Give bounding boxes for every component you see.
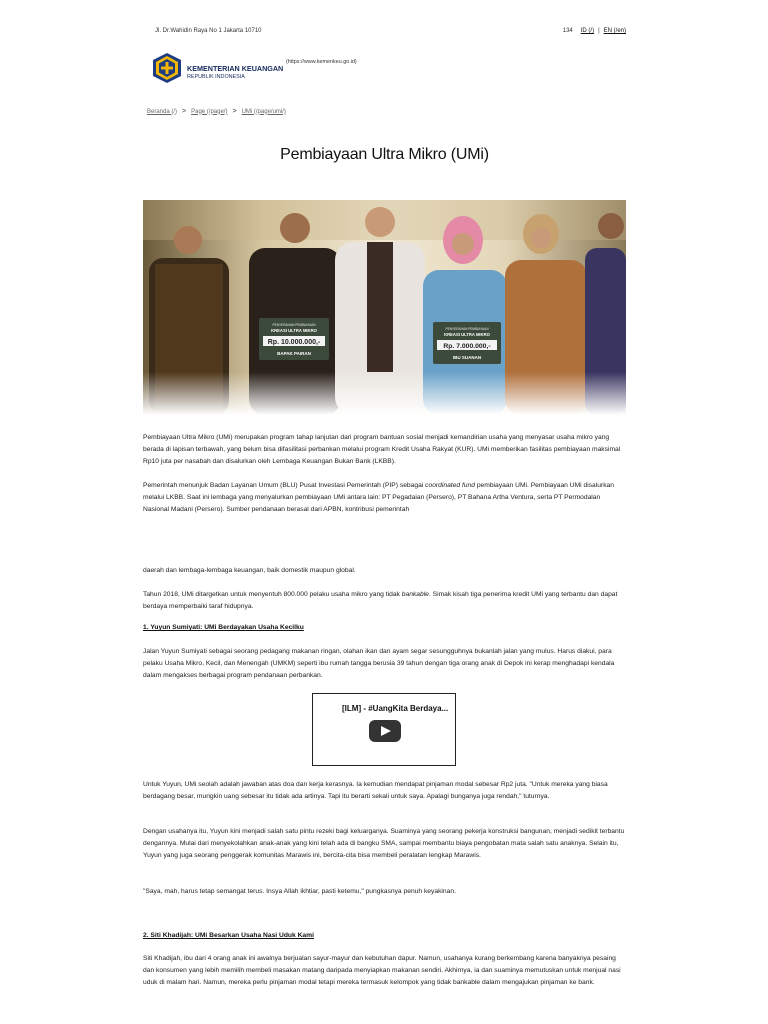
breadcrumb: [147, 108, 286, 115]
video-title: [ILM] - #UangKita Berdaya...: [342, 704, 449, 713]
logo-ministry-name: KEMENTERIAN KEUANGAN: [187, 64, 284, 73]
paragraph-target-a: Tahun 2018, UMi ditargetkan untuk menyentuh 800.000 pelaku usaha mikro yang tidak: [143, 591, 402, 598]
paragraph-pip-em: coordinated fund: [425, 482, 475, 489]
logo-url[interactable]: (https://www.kemenkeu.go.id): [286, 59, 357, 65]
breadcrumb-page[interactable]: Page (/page/): [191, 108, 228, 115]
paragraph-target-b: . Simak kisah tiga penerima kredit UMi yang terbantu dan dapat berdaya memperbaiki taraf hidupnya.: [143, 591, 618, 610]
article-photo: [143, 200, 626, 415]
breadcrumb-home[interactable]: Beranda (/): [147, 108, 178, 115]
breadcrumb-separator: >: [182, 108, 187, 115]
breadcrumb-separator: >: [232, 108, 237, 115]
logo-republic: REPUBLIK INDONESIA: [187, 74, 245, 80]
address-text: Jl. Dr.Wahidin Raya No 1 Jakarta 10710: [155, 28, 262, 34]
paragraph-yuyun-intro: Jalan Yuyun Sumiyati sebagai seorang pedagang makanan ringan, olahan ikan dan ayam segar sesungguhnya bukanlah jalan yang mulus. Harus diakui, para pelaku Usaha Mikro, Kecil, dan Menengah (UMKM) seperti ibu rumah tangga berusia 39 tahun dengan tiga orang anak di Depok ini kerap menghadapi kendala dalam mengakses berbagai program pendanaan perbankan.: [143, 648, 615, 679]
section-heading-yuyun: 1. Yuyun Sumiyati: UMi Berdayakan Usaha Kecilku: [143, 624, 304, 631]
paragraph-siti: Siti Khadijah, ibu dari 4 orang anak ini awalnya berjualan sayur-mayur dan kebutuhan dapur. Namun, usahanya kurang berkembang karena banyaknya pesaing dan konsumen yang lebih memilih membeli masakan matang daripada menyiapkan makanan sendiri. Akhirnya, ia dan suaminya memutuskan untuk menjual nasi uduk di malam hari. Namun, mereka perlu pinjaman modal tetapi mereka termasuk kelompok yang tidak bankable dalam mengajukan pinjaman ke bank.: [143, 955, 621, 986]
breadcrumb-umi[interactable]: UMi (/page/umi/): [241, 108, 286, 115]
paragraph-yuyun-family: Dengan usahanya itu, Yuyun kini menjadi salah satu pintu rezeki bagi keluarganya. Suaminya yang seorang pekerja konstruksi bangunan, menjadi sedikit terbantu dengannya. Mulai dari menyekolahkan anak-anak yang kini telah ada di bangku SMA, sampai membantu biaya pengobatan mata salah satu anaknya. Selain itu, Yuyun yang juga seorang penggerak komunitas Marawis ini, bercita-cita bisa membeli peralatan lengkap Marawis.: [143, 828, 625, 859]
paragraph-target-2018: [143, 589, 626, 613]
paragraph-pip: [143, 480, 626, 515]
paragraph-yuyun-quote: "Saya, mah, harus tetap semangat terus. Insya Allah ikhtiar, pasti ketemu," pungkasnya penuh keyakinan.: [143, 888, 456, 895]
paragraph-umi-intro: Pembiayaan Ultra Mikro (UMi) merupakan program tahap lanjutan dari program bantuan sosial menjadi kemandirian usaha yang menyasar usaha mikro yang berada di lapisan terbawah, yang belum bisa difasilitasi perbankan melalui program Kredit Usaha Rakyat (KUR). UMi memberikan fasilitas pembiayaan maksimal Rp10 juta per nasabah dan disalurkan oleh Lembaga Keuangan Bukan Bank (LKBB).: [143, 434, 621, 465]
paragraph-target-em: bankable: [401, 591, 429, 598]
top-bar-right: [563, 28, 626, 34]
play-icon[interactable]: [369, 720, 401, 742]
kemenkeu-emblem-icon: [151, 52, 183, 84]
paragraph-pip-b: pembiayaan UMi. Pembiayaan UMi disalurkan melalui LKBB. Saat ini lembaga yang menyalurkan pembiayaan UMi antara lain: PT Pegadaian (Persero), PT Bahana Artha Ventura, serta PT Permodalan Nasional Madani (Persero). Sumber pendanaan berasal dari APBN, kontribusi pemerintah: [143, 482, 614, 513]
video-embed[interactable]: [312, 693, 456, 766]
phone-number: 134: [562, 28, 573, 34]
paragraph-pip-a: Pemerintah menunjuk Badan Layanan Umum (BLU) Pusat Investasi Pemerintah (PIP) sebagai: [143, 482, 426, 489]
page-title: Pembiayaan Ultra Mikro (UMi): [280, 146, 489, 163]
paragraph-pip-continued: daerah dan lembaga-lembaga keuangan, baik domestik maupun global.: [143, 567, 356, 574]
logo-text: [187, 64, 283, 82]
lang-separator: |: [598, 28, 600, 34]
section-heading-siti: 2. Siti Khadijah: UMi Besarkan Usaha Nasi Uduk Kami: [143, 932, 314, 939]
top-bar: [143, 28, 626, 38]
site-logo-link[interactable]: [151, 52, 451, 86]
lang-id-link[interactable]: ID (/): [580, 28, 595, 34]
paragraph-yuyun-loan: Untuk Yuyun, UMi seolah adalah jawaban atas doa dan kerja kerasnya. Ia kemudian mendapat pinjaman modal sebesar Rp2 juta. "Untuk mereka yang biasa berdagang besar, mungkin uang sebesar itu tidak ada artinya. Tapi itu berarti sekali untuk saya. Apalagi bunganya juga rendah," tuturnya.: [143, 781, 608, 800]
lang-en-link[interactable]: EN (/en): [603, 28, 626, 34]
